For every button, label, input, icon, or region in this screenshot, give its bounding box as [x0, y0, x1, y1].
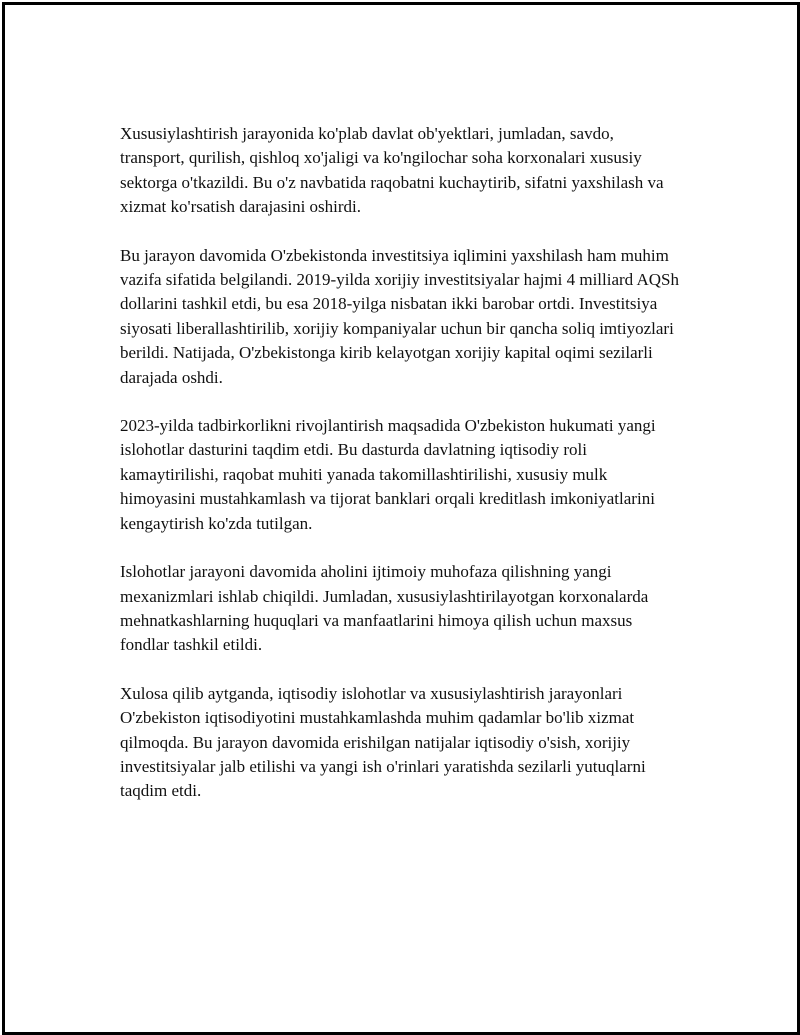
document-body: [120, 122, 680, 828]
paragraph-4: Islohotlar jarayoni davomida aholini ijtimoiy muhofaza qilishning yangi mexanizmlari ishlab chiqildi. Jumladan, xususiylashtirilayotgan korxonalarda mehnatkashlarning huquqlari va manfaatlarini himoya qilish uchun maxsus fondlar tashkil etildi.: [120, 562, 649, 655]
paragraph-1: Xususiylashtirish jarayonida ko'plab davlat ob'yektlari, jumladan, savdo, transport, qurilish, qishloq xo'jaligi va ko'ngilochar soha korxonalari xususiy sektorga o'tkazildi. Bu o'z navbatida raqobatni kuchaytirib, sifatni yaxshilash va xizmat ko'rsatish darajasini oshirdi.: [120, 124, 664, 217]
paragraph-3: 2023-yilda tadbirkorlikni rivojlantirish maqsadida O'zbekiston hukumati yangi islohotlar dasturini taqdim etdi. Bu dasturda davlatning iqtisodiy roli kamaytirilishi, raqobat muhiti yanada takomillashtirilishi, xususiy mulk himoyasini mustahkamlash va tijorat banklari orqali kreditlash imkoniyatlarini kengaytirish ko'zda tutilgan.: [120, 416, 656, 533]
paragraph-5: Xulosa qilib aytganda, iqtisodiy islohotlar va xususiylashtirish jarayonlari O'zbekiston iqtisodiyotini mustahkamlashda muhim qadamlar bo'lib xizmat qilmoqda. Bu jarayon davomida erishilgan natijalar iqtisodiy o'sish, xorijiy investitsiyalar jalb etilishi va yangi ish o'rinlari yaratishda sezilarli yutuqlarni taqdim etdi.: [120, 683, 646, 801]
paragraph-2: Bu jarayon davomida O'zbekistonda investitsiya iqlimini yaxshilash ham muhim vazifa sifatida belgilandi. 2019-yilda xorijiy investitsiyalar hajmi 4 milliard AQSh dollarini tashkil etdi, bu esa 2018-yilga nisbatan ikki barobar ortdi. Investitsiya siyosati liberallashtirilib, xorijiy kompaniyalar uchun bir qancha soliq imtiyozlari berildi. Natijada, O'zbekistonga kirib kelayotgan xorijiy kapital oqimi sezilarli darajada oshdi.: [120, 245, 679, 387]
page-frame: [2, 2, 800, 1035]
